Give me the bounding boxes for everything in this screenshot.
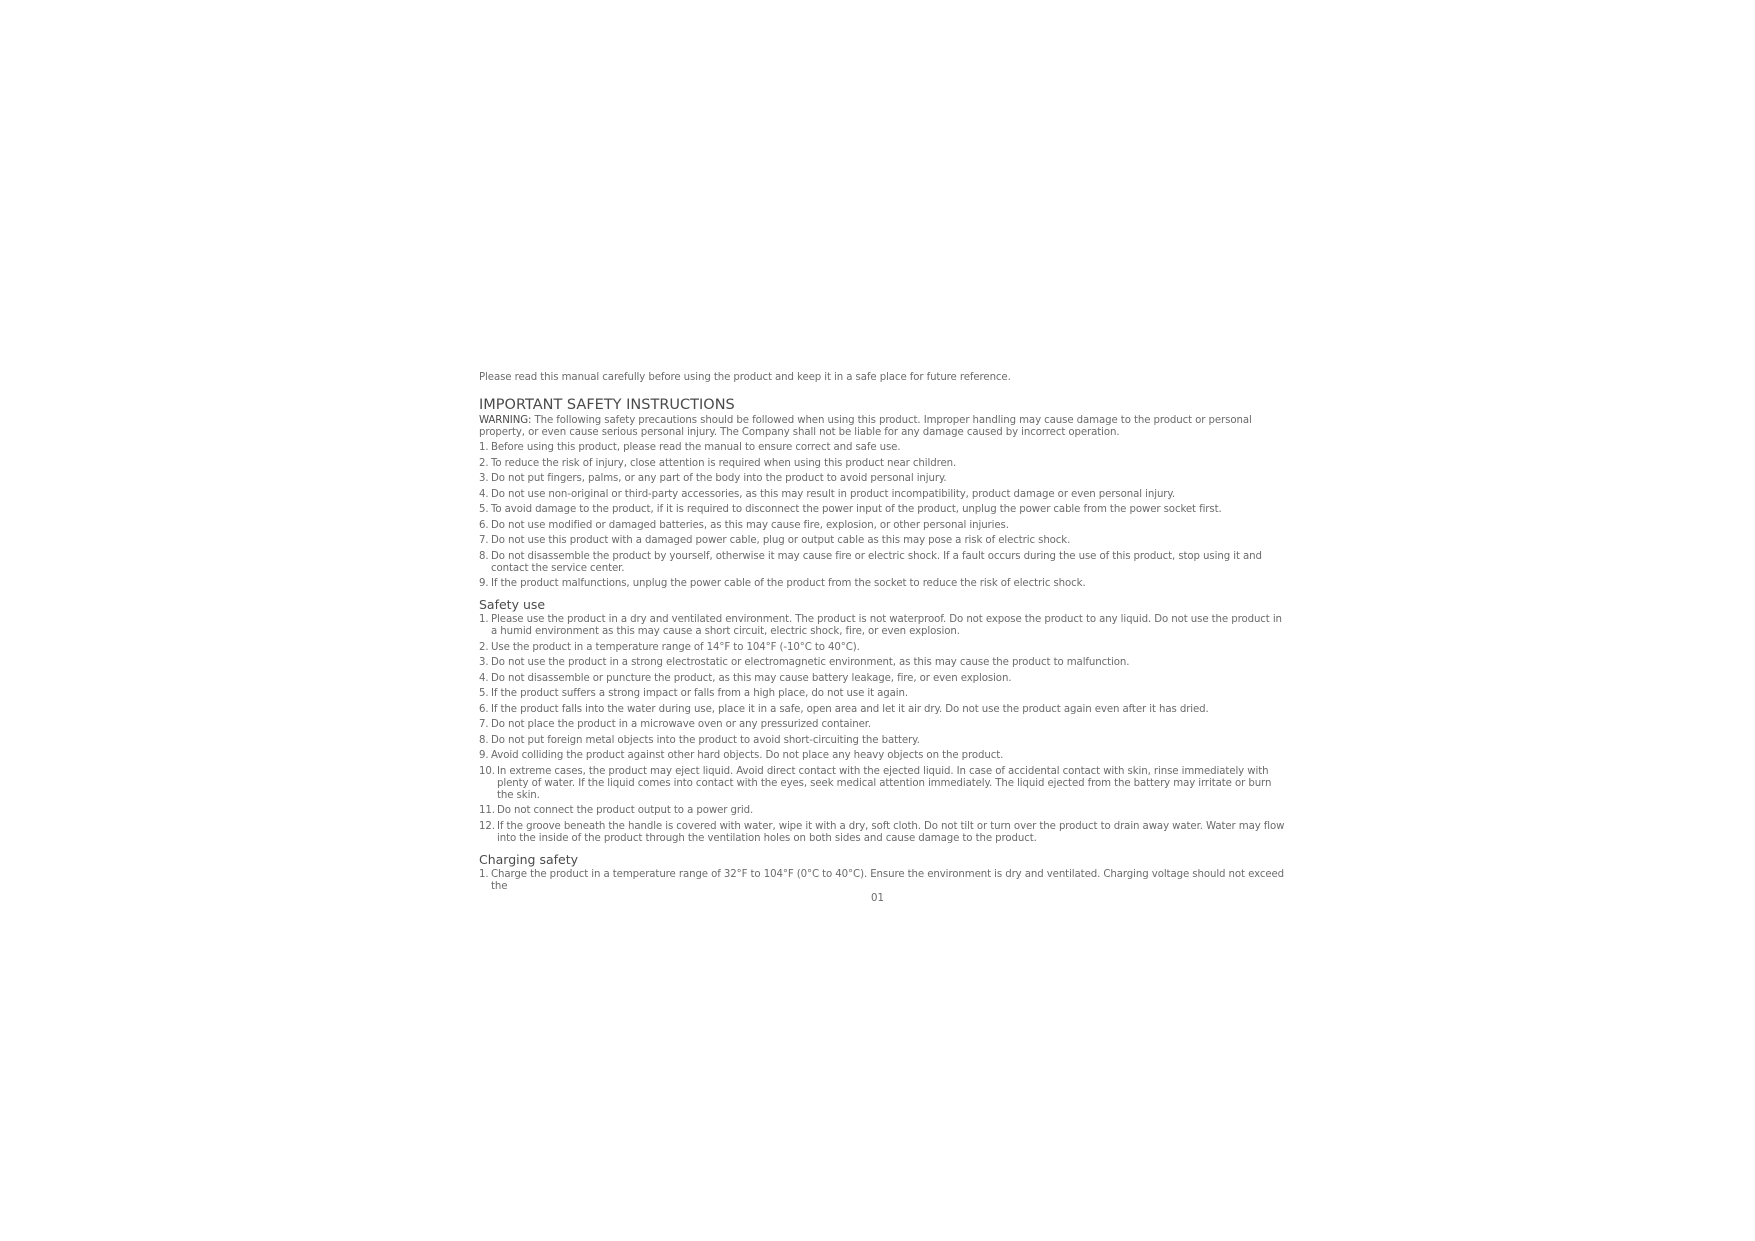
list-item	[479, 458, 1289, 470]
list-item	[479, 673, 1289, 685]
item-number: 4.	[479, 672, 489, 684]
item-number: 9.	[479, 578, 489, 589]
list-item	[479, 578, 1289, 590]
item-number: 5.	[479, 688, 489, 699]
item-number: 6.	[479, 519, 489, 531]
list-item	[479, 473, 1289, 485]
item-text: Before using this product, please read the manual to ensure correct and safe use.	[491, 442, 901, 453]
item-text: Do not disassemble or puncture the product, as this may cause battery leakage, fire, or even explosion.	[491, 672, 1012, 684]
list-item	[479, 504, 1289, 516]
item-number: 9.	[479, 750, 489, 761]
list-item	[479, 551, 1289, 575]
item-number: 11.	[479, 805, 495, 816]
item-text: Do not put fingers, palms, or any part of the body into the product to avoid personal injury.	[491, 473, 947, 484]
warning-text: The following safety precautions should be followed when using this product. Improper handling may cause damage to the product or personal property, or even cause serious personal injury. The Company shall not be liable for any damage caused by incorrect operation.	[479, 415, 1252, 438]
item-text: If the groove beneath the handle is covered with water, wipe it with a dry, soft cloth. Do not tilt or turn over the product to drain away water. Water may flow into the inside of the product through the ventilation holes on both sides and cause damage to the product.	[497, 820, 1285, 844]
item-text: If the product falls into the water during use, place it in a safe, open area and let it air dry. Do not use the product again even after it has dried.	[491, 703, 1209, 715]
safety-instructions-heading: IMPORTANT SAFETY INSTRUCTIONS	[479, 397, 735, 413]
item-text: Do not use modified or damaged batteries, as this may cause fire, explosion, or other personal injuries.	[491, 519, 1009, 531]
item-text: Avoid colliding the product against other hard objects. Do not place any heavy objects on the product.	[491, 750, 1004, 761]
item-text: To avoid damage to the product, if it is required to disconnect the power input of the product, unplug the power cable from the power socket first.	[491, 504, 1222, 515]
item-number: 5.	[479, 504, 489, 515]
list-item	[479, 805, 1289, 817]
list-item	[479, 750, 1289, 762]
item-number: 3.	[479, 657, 489, 668]
safety-instructions-list	[479, 442, 1289, 590]
item-number: 7.	[479, 535, 489, 546]
item-number: 12.	[479, 820, 495, 832]
item-text: Do not put foreign metal objects into the product to avoid short-circuiting the battery.	[491, 734, 920, 746]
item-number: 1.	[479, 868, 489, 880]
item-number: 8.	[479, 734, 489, 746]
safety-use-heading: Safety use	[479, 597, 546, 612]
list-item	[479, 489, 1289, 501]
list-item	[479, 766, 1289, 802]
item-text: Do not connect the product output to a power grid.	[497, 805, 754, 816]
item-number: 1.	[479, 442, 489, 453]
item-text: Charge the product in a temperature range of 32°F to 104°F (0°C to 40°C). Ensure the environment is dry and ventilated. Charging voltage should not exceed the	[491, 868, 1285, 892]
list-item	[479, 614, 1289, 638]
intro-text: Please read this manual carefully before using the product and keep it in a safe place for future reference.	[479, 372, 1011, 383]
item-number: 7.	[479, 719, 489, 730]
item-text: Do not place the product in a microwave oven or any pressurized container.	[491, 719, 872, 730]
list-item	[479, 869, 1289, 893]
item-text: Do not use non-original or third-party accessories, as this may result in product incompatibility, product damage or even personal injury.	[491, 488, 1176, 500]
charging-safety-list	[479, 869, 1289, 893]
list-item	[479, 535, 1289, 547]
item-number: 4.	[479, 488, 489, 500]
list-item	[479, 657, 1289, 669]
item-number: 2.	[479, 457, 489, 469]
item-number: 10.	[479, 765, 495, 777]
item-text: In extreme cases, the product may eject liquid. Avoid direct contact with the ejected liquid. In case of accidental contact with skin, rinse immediately with plenty of water. If the liquid comes into contact with the eyes, seek medical attention immediately. The liquid ejected from the battery may irritate or burn the skin.	[497, 765, 1272, 801]
item-text: If the product suffers a strong impact or falls from a high place, do not use it again.	[491, 688, 909, 699]
list-item	[479, 821, 1289, 845]
page-number: 01	[871, 893, 884, 904]
manual-page	[479, 371, 1289, 896]
warning-label: WARNING:	[479, 415, 532, 426]
list-item	[479, 642, 1289, 654]
list-item	[479, 719, 1289, 731]
safety-use-list	[479, 614, 1289, 762]
item-text: Do not use this product with a damaged power cable, plug or output cable as this may pose a risk of electric shock.	[491, 535, 1071, 546]
item-text: Please use the product in a dry and ventilated environment. The product is not waterproof. Do not expose the product to any liquid. Do not use the product in a humid environment as this may cause a short circuit, electric shock, fire, or even explosion.	[491, 614, 1282, 637]
item-number: 1.	[479, 614, 489, 625]
warning-paragraph	[479, 415, 1289, 439]
list-item	[479, 704, 1289, 716]
list-item	[479, 442, 1289, 454]
list-item	[479, 520, 1289, 532]
list-item	[479, 735, 1289, 747]
item-text: To reduce the risk of injury, close attention is required when using this product near children.	[491, 457, 957, 469]
item-number: 8.	[479, 550, 489, 562]
item-text: Do not use the product in a strong electrostatic or electromagnetic environment, as this may cause the product to malfunction.	[491, 657, 1130, 668]
item-number: 2.	[479, 641, 489, 653]
list-item	[479, 688, 1289, 700]
item-text: If the product malfunctions, unplug the power cable of the product from the socket to reduce the risk of electric shock.	[491, 578, 1086, 589]
item-number: 3.	[479, 473, 489, 484]
charging-safety-heading: Charging safety	[479, 851, 579, 867]
safety-use-list-continued	[479, 766, 1289, 845]
item-text: Do not disassemble the product by yourself, otherwise it may cause fire or electric shock. If a fault occurs during the use of this product, stop using it and contact the service center.	[491, 550, 1262, 574]
item-number: 6.	[479, 703, 489, 715]
item-text: Use the product in a temperature range of 14°F to 104°F (-10°C to 40°C).	[491, 641, 860, 653]
